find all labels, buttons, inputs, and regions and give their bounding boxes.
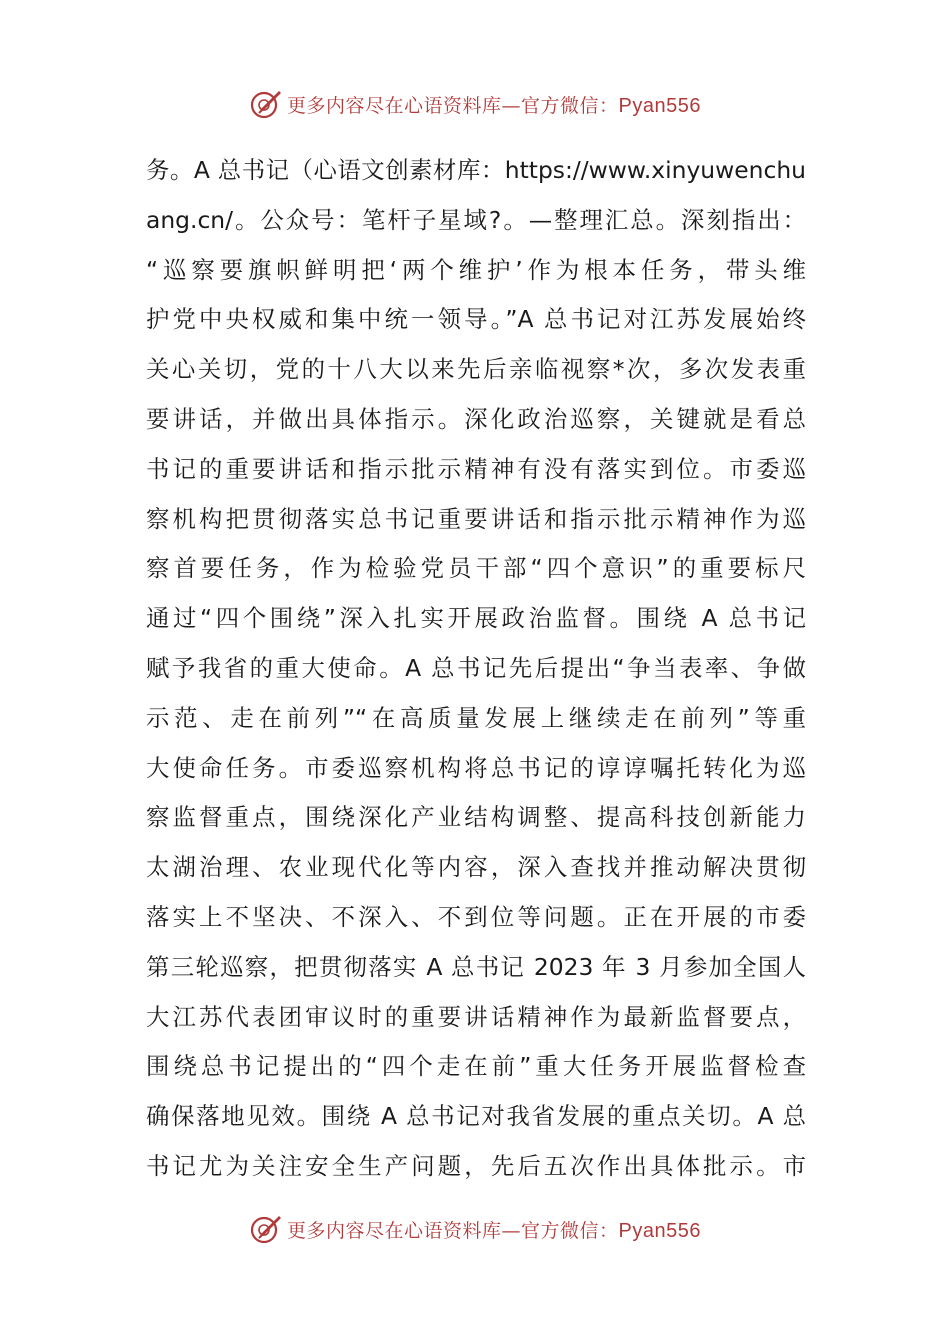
document-line: 赋予我省的重大使命。A 总书记先后提出“争当表率、争做 (146, 653, 806, 682)
header-watermark-banner (0, 84, 950, 124)
document-line: 围绕总书记提出的“四个走在前”重大任务开展监督检查 (146, 1052, 806, 1081)
header-banner-text: 更多内容尽在心语资料库—官方微信： (287, 94, 619, 117)
document-line: “巡察要旗帜鲜明把‘两个维护’作为根本任务，带头维 (146, 255, 806, 284)
footer-banner-text: 更多内容尽在心语资料库—官方微信： (287, 1219, 619, 1242)
document-line: 通过“四个围绕”深入扎实开展政治监督。围绕 A 总书记 (146, 604, 806, 633)
footer-banner-id: Pyan556 (618, 1219, 701, 1242)
document-line: 第三轮巡察，把贯彻落实 A 总书记 2023 年 3 月参加全国人 (146, 952, 806, 981)
document-line: 护党中央权威和集中统一领导。”A 总书记对江苏发展始终 (146, 305, 806, 334)
document-line: ang.cn/。公众号：笔杆子星域?。—整理汇总。深刻指出： (146, 205, 806, 234)
document-body (146, 146, 806, 1192)
document-line: 落实上不坚决、不深入、不到位等问题。正在开展的市委 (146, 902, 806, 931)
document-line: 大使命任务。市委巡察机构将总书记的谆谆嘱托转化为巡 (146, 753, 806, 782)
document-line: 务。A 总书记（心语文创素材库：https://www.xinyuwenchu (146, 156, 806, 184)
document-line: 要讲话，并做出具体指示。深化政治巡察，关键就是看总 (146, 404, 806, 433)
document-line: 书记的重要讲话和指示批示精神有没有落实到位。市委巡 (146, 454, 806, 483)
document-line: 察机构把贯彻落实总书记重要讲话和指示批示精神作为巡 (146, 504, 806, 533)
document-line: 太湖治理、农业现代化等内容，深入查找并推动解决贯彻 (146, 853, 806, 882)
document-line: 察监督重点，围绕深化产业结构调整、提高科技创新能力 (146, 803, 806, 832)
document-line: 书记尤为关注安全生产问题，先后五次作出具体批示。市 (146, 1151, 806, 1180)
header-banner-id: Pyan556 (618, 94, 701, 117)
document-line: 关心关切，党的十八大以来先后亲临视察*次，多次发表重 (146, 355, 806, 384)
footer-watermark-banner (0, 1209, 950, 1249)
document-line: 示范、走在前列”“在高质量发展上继续走在前列”等重 (146, 703, 806, 732)
document-line: 察首要任务，作为检验党员干部“四个意识”的重要标尺 (146, 554, 806, 583)
document-line: 大江苏代表团审议时的重要讲话精神作为最新监督要点， (146, 1002, 806, 1031)
document-line: 确保落地见效。围绕 A 总书记对我省发展的重点关切。A 总 (146, 1102, 806, 1131)
quill-logo-icon (249, 1212, 283, 1246)
quill-logo-icon (249, 87, 283, 121)
